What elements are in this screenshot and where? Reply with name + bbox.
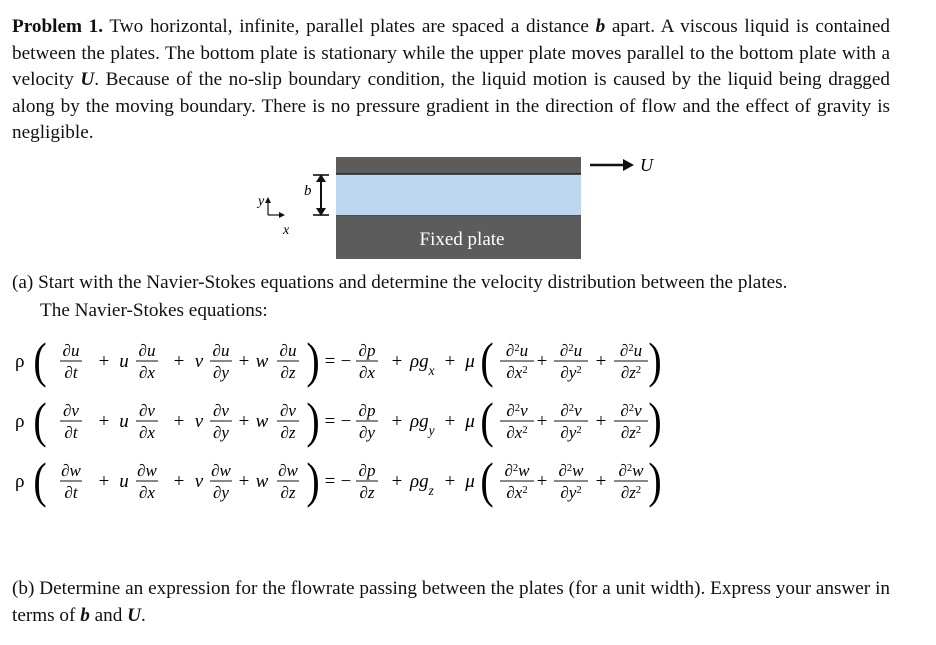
velocity-u: u <box>119 471 129 492</box>
navier-stokes-equation-x <box>0 331 936 391</box>
part-a-text: Start with the Navier-Stokes equations and determine the velocity distribution between the plates. <box>33 272 788 293</box>
plus-sign: + <box>173 351 185 372</box>
fraction-denominator: ∂y <box>213 483 229 502</box>
velocity-label: U <box>640 155 653 175</box>
fraction-denominator: $\partial y^2$ <box>560 363 582 382</box>
rho-symbol: ρ <box>15 351 25 372</box>
velocity-v: v <box>194 411 204 432</box>
moving-upper-plate <box>336 157 581 174</box>
left-paren: ( <box>480 453 494 509</box>
fraction-numerator: ∂$^2$w <box>504 461 530 480</box>
plus-sign: + <box>98 471 110 492</box>
part-b-text: Determine an expression for the flowrate passing between the plates (for a unit width). Express your answer in terms of <box>12 578 890 626</box>
axes-icon <box>265 197 285 218</box>
right-paren: ) <box>648 453 662 509</box>
minus-sign: − <box>340 471 352 492</box>
problem-text-1: Two horizontal, infinite, parallel plates are spaced a distance <box>103 16 596 37</box>
fraction-denominator: $\partial x^2$ <box>506 423 528 442</box>
plus-sign: + <box>391 411 403 432</box>
plus-sign: + <box>595 411 607 432</box>
navier-stokes-intro: The Navier-Stokes equations: <box>40 300 268 321</box>
right-paren: ) <box>306 453 320 509</box>
plates-diagram <box>0 0 936 270</box>
plus-sign: + <box>173 471 185 492</box>
equals-sign: = <box>324 411 336 432</box>
fraction-numerator: ∂w <box>137 461 157 480</box>
mu-symbol: μ <box>465 351 475 372</box>
fraction-denominator: $\partial x^2$ <box>506 363 528 382</box>
fraction-numerator: ∂u <box>62 341 80 360</box>
plus-sign: + <box>444 351 456 372</box>
part-b-label: (b) <box>12 578 35 599</box>
plus-sign: + <box>444 471 456 492</box>
fraction-denominator: ∂y <box>213 363 229 382</box>
velocity-v: v <box>194 351 204 372</box>
plus-sign: + <box>391 471 403 492</box>
fraction-denominator: ∂x <box>139 483 155 502</box>
part-b-statement <box>12 576 890 629</box>
problem-label: Problem 1. <box>12 16 104 37</box>
fraction-denominator: ∂t <box>64 363 78 382</box>
plus-sign: + <box>536 471 548 492</box>
symbol-U: U <box>80 69 95 90</box>
gravity-term: $\rho g_x$ <box>410 351 435 378</box>
fraction-denominator: $\partial z^2$ <box>620 483 642 502</box>
fraction-denominator: ∂z <box>359 483 375 502</box>
fraction-numerator: ∂$^2$w <box>558 461 584 480</box>
navier-stokes-equation-y <box>0 391 936 451</box>
right-paren: ) <box>306 393 320 449</box>
fraction-numerator: ∂p <box>358 461 376 480</box>
velocity-w: w <box>255 411 269 432</box>
x-axis-label: x <box>283 223 290 238</box>
navier-stokes-equation-z <box>0 451 936 511</box>
left-paren: ( <box>33 333 47 389</box>
mu-symbol: μ <box>465 471 475 492</box>
plus-sign: + <box>173 411 185 432</box>
fraction-denominator: $\partial y^2$ <box>560 423 582 442</box>
rho-symbol: ρ <box>15 411 25 432</box>
rho-symbol: ρ <box>15 471 25 492</box>
fraction-denominator: ∂t <box>64 483 78 502</box>
fraction-numerator: ∂v <box>63 401 79 420</box>
plus-sign: + <box>595 351 607 372</box>
plus-sign: + <box>238 351 250 372</box>
fraction-numerator: ∂$^2$v <box>620 401 642 420</box>
plus-sign: + <box>238 411 250 432</box>
mu-symbol: μ <box>465 411 475 432</box>
plus-sign: + <box>536 351 548 372</box>
fraction-denominator: ∂y <box>213 423 229 442</box>
minus-sign: − <box>340 351 352 372</box>
problem-text-3: . Because of the no-slip boundary condition, the liquid motion is caused by the liquid being dragged along by the moving boundary. There is no pressure gradient in the direction of flow and the effect of gravity is negligible. <box>12 69 890 143</box>
plus-sign: + <box>238 471 250 492</box>
fraction-numerator: ∂w <box>61 461 81 480</box>
fraction-numerator: ∂u <box>279 341 297 360</box>
fraction-numerator: ∂v <box>139 401 155 420</box>
gap-dimension-arrow <box>313 174 329 216</box>
plus-sign: + <box>595 471 607 492</box>
fraction-denominator: ∂z <box>280 483 296 502</box>
fraction-numerator: ∂w <box>211 461 231 480</box>
left-paren: ( <box>480 393 494 449</box>
part-a-label: (a) <box>12 272 34 293</box>
part-b-and: and <box>89 604 128 626</box>
plus-sign: + <box>391 351 403 372</box>
fraction-denominator: ∂z <box>280 363 296 382</box>
fraction-denominator: ∂x <box>359 363 375 382</box>
fraction-numerator: ∂w <box>278 461 298 480</box>
fraction-denominator: ∂x <box>139 423 155 442</box>
part-a-statement <box>12 270 890 297</box>
right-paren: ) <box>648 393 662 449</box>
fraction-numerator: ∂v <box>280 401 296 420</box>
fraction-numerator: ∂$^2$v <box>506 401 528 420</box>
fraction-numerator: ∂u <box>138 341 156 360</box>
right-paren: ) <box>648 333 662 389</box>
liquid-layer <box>336 174 581 216</box>
velocity-w: w <box>255 471 269 492</box>
fraction-denominator: ∂z <box>280 423 296 442</box>
fraction-denominator: ∂t <box>64 423 78 442</box>
plus-sign: + <box>98 411 110 432</box>
velocity-arrow <box>590 159 634 171</box>
part-b-end: . <box>140 604 146 626</box>
fraction-numerator: ∂$^2$v <box>560 401 582 420</box>
problem-text-2: apart. A viscous liquid is contained between the plates. The bottom plate is stationary while the upper plate moves parallel to the bottom plate with a velocity <box>12 16 890 90</box>
plus-sign: + <box>536 411 548 432</box>
fraction-numerator: ∂$^2$u <box>619 341 643 360</box>
plus-sign: + <box>98 351 110 372</box>
fraction-denominator: ∂x <box>139 363 155 382</box>
gravity-term: $\rho g_z$ <box>410 471 434 498</box>
fraction-numerator: ∂$^2$w <box>618 461 644 480</box>
plus-sign: + <box>444 411 456 432</box>
gap-label: b <box>304 183 312 199</box>
fraction-numerator: ∂u <box>212 341 230 360</box>
equals-sign: = <box>324 471 336 492</box>
velocity-u: u <box>119 411 129 432</box>
fraction-denominator: $\partial z^2$ <box>620 423 642 442</box>
fraction-numerator: ∂p <box>358 341 376 360</box>
symbol-b: b <box>80 604 90 626</box>
gravity-term: $\rho g_y$ <box>410 411 435 438</box>
fraction-numerator: ∂p <box>358 401 376 420</box>
minus-sign: − <box>340 411 352 432</box>
left-paren: ( <box>33 453 47 509</box>
symbol-b: b <box>595 16 606 37</box>
velocity-w: w <box>255 351 269 372</box>
symbol-U: U <box>127 604 141 626</box>
equals-sign: = <box>324 351 336 372</box>
right-paren: ) <box>306 333 320 389</box>
fraction-denominator: ∂y <box>359 423 375 442</box>
fraction-denominator: $\partial x^2$ <box>506 483 528 502</box>
fraction-denominator: $\partial y^2$ <box>560 483 582 502</box>
fraction-numerator: ∂$^2$u <box>505 341 529 360</box>
fraction-numerator: ∂v <box>213 401 229 420</box>
fraction-denominator: $\partial z^2$ <box>620 363 642 382</box>
velocity-u: u <box>119 351 129 372</box>
fraction-numerator: ∂$^2$u <box>559 341 583 360</box>
fixed-plate-label: Fixed plate <box>419 229 505 250</box>
velocity-v: v <box>194 471 204 492</box>
left-paren: ( <box>480 333 494 389</box>
left-paren: ( <box>33 393 47 449</box>
y-axis-label: y <box>258 194 265 209</box>
